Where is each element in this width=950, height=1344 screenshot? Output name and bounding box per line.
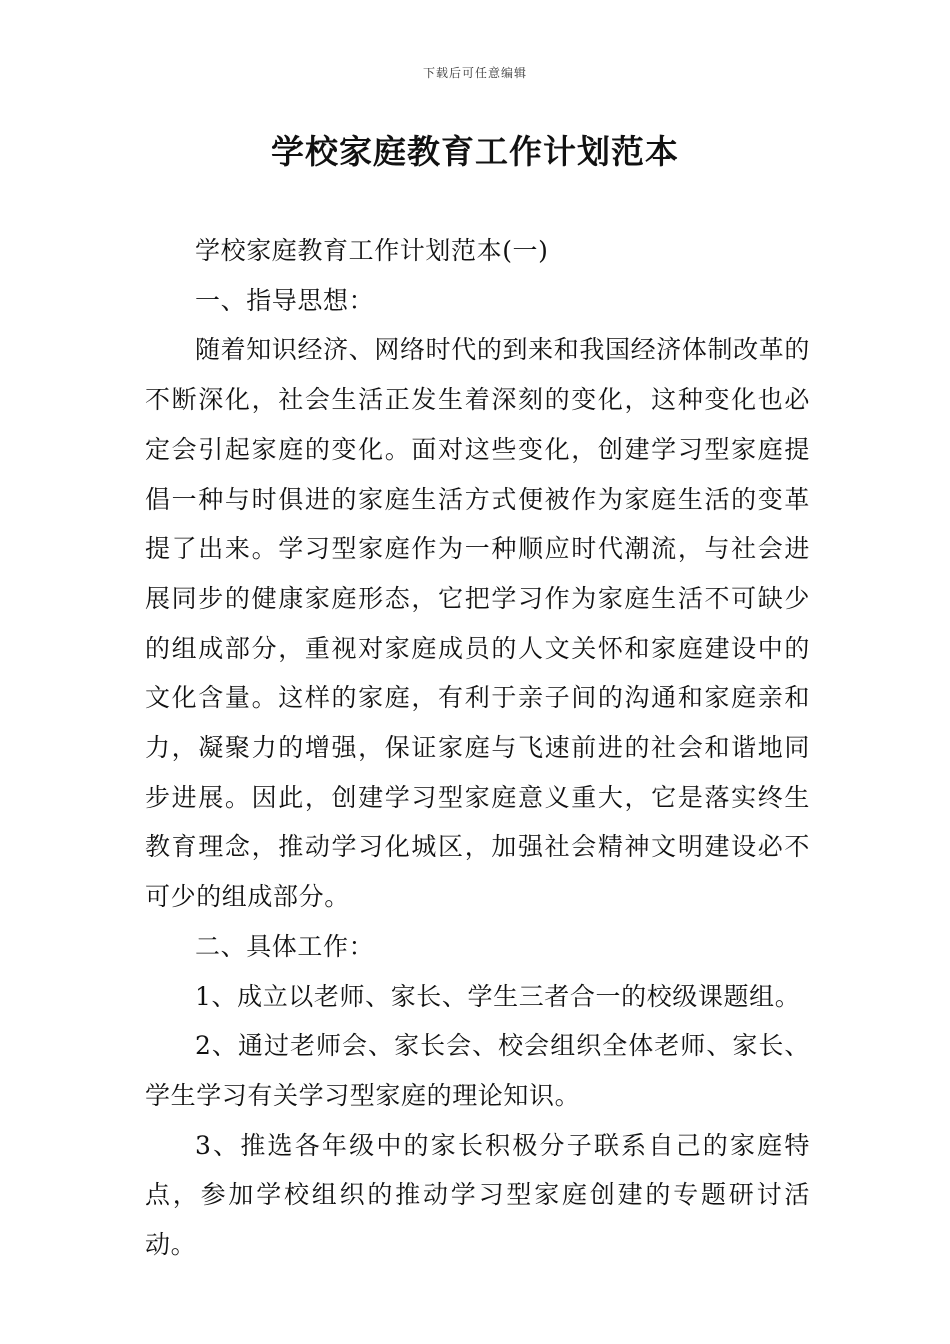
document-body — [145, 226, 810, 1270]
section-heading-example-one: 学校家庭教育工作计划范本(一) — [195, 236, 549, 265]
header-note: 下载后可任意编辑 — [422, 66, 527, 80]
section-heading-guiding-thought: 一、指导思想： — [195, 285, 375, 315]
document-title: 学校家庭教育工作计划范本 — [271, 132, 679, 171]
work-item-3: 3、推选各年级中的家长积极分子联系自己的家庭特点，参加学校组织的推动学习型家庭创建的专题研讨活动。 — [145, 1130, 810, 1260]
section-heading-specific-work: 二、具体工作： — [195, 931, 375, 961]
paragraph-guiding-thought: 随着知识经济、网络时代的到来和我国经济体制改革的不断深化，社会生活正发生着深刻的变化，这种变化也必定会引起家庭的变化。面对这些变化，创建学习型家庭提倡一种与时俱进的家庭生活方式便被作为家庭生活的变革提了出来。学习型家庭作为一种顺应时代潮流，与社会进展同步的健康家庭形态，它把学习作为家庭生活不可缺少的组成部分，重视对家庭成员的人文关怀和家庭建设中的文化含量。这样的家庭，有利于亲子间的沟通和家庭亲和力，凝聚力的增强，保证家庭与飞速前进的社会和谐地同步进展。因此，创建学习型家庭意义重大，它是落实终生教育理念，推动学习化城区，加强社会精神文明建设必不可少的组成部分。 — [145, 335, 810, 912]
work-item-1: 1、成立以老师、家长、学生三者合一的校级课题组。 — [195, 981, 801, 1011]
work-item-2: 2、通过老师会、家长会、校会组织全体老师、家长、学生学习有关学习型家庭的理论知识。 — [145, 1031, 810, 1110]
